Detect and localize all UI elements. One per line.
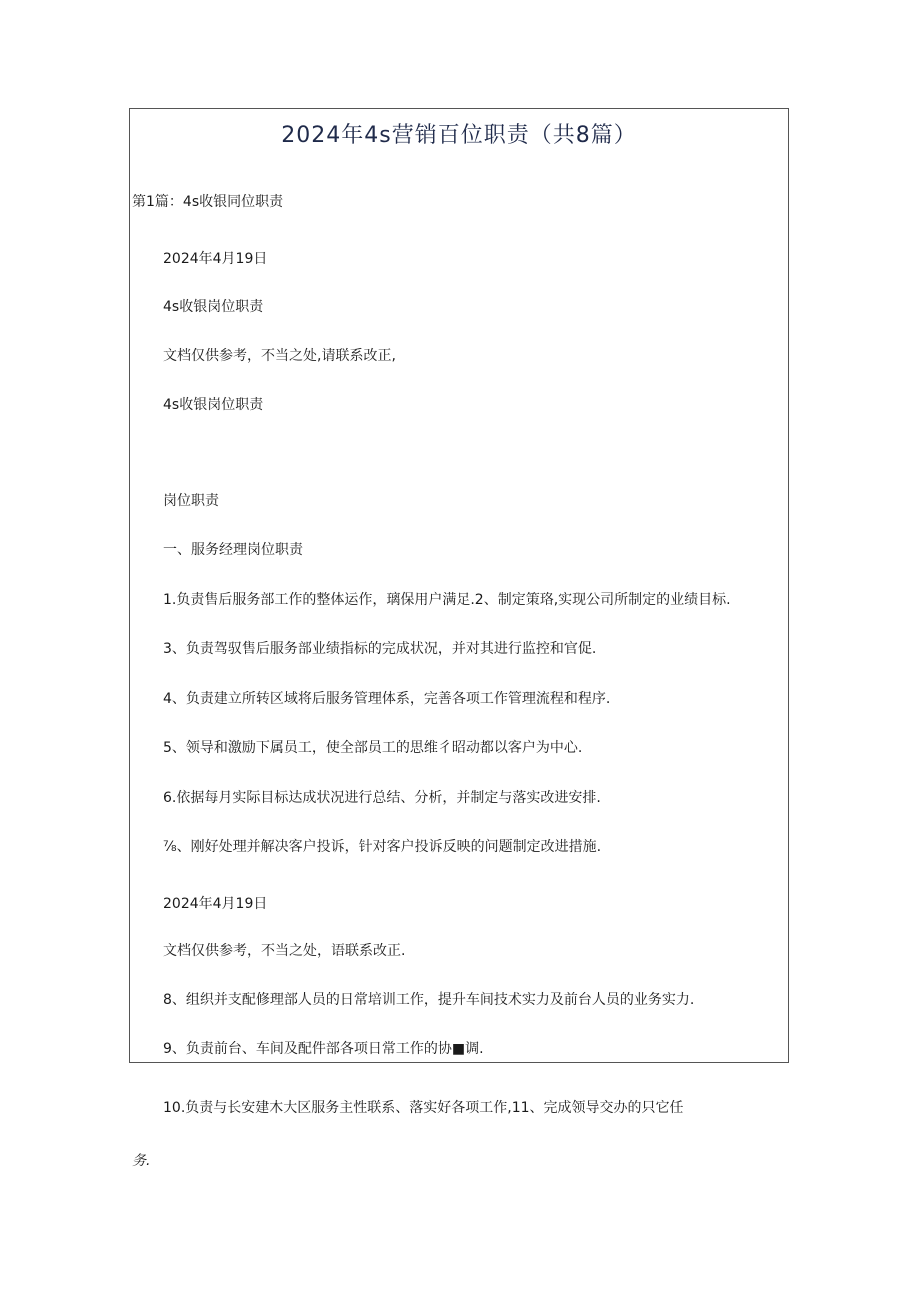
paragraph-item-9: 9、负责前台、车间及配件部各项日常工作的协■调. bbox=[163, 1041, 484, 1057]
paragraph-heading-duties: 岗位职责 bbox=[163, 493, 219, 509]
paragraph-item-7: ⅞、刚好处理并解决客户投诉，针对客户投诉反映的问题制定改进措施. bbox=[163, 839, 602, 855]
paragraph-item-3: 3、负责驾驭售后服务部业绩指标的完成状况，并对其进行监控和官促. bbox=[163, 641, 597, 657]
paragraph-item-8: 8、组织并支配修理部人员的日常培训工作，提升车间技术实力及前台人员的业务实力. bbox=[163, 992, 695, 1008]
paragraph-note-1: 文档仅供参考，不当之处,请联系改正, bbox=[163, 348, 396, 364]
paragraph-note-2: 文档仅供参考，不当之处，语联系改正. bbox=[163, 943, 406, 959]
paragraph-heading-manager: 一、服务经理岗位职责 bbox=[163, 542, 303, 558]
paragraph-item-1: 1.负责售后服务部工作的整体运作，璃保用户满足.2、制定策珞,实现公司所制定的业绩目标. bbox=[163, 592, 731, 608]
paragraph-subtitle-1: 4s收银岗位职责 bbox=[163, 299, 264, 315]
paragraph-item-5: 5、领导和激励下属员工，使全部员工的思维彳昭动都以客户为中心. bbox=[163, 740, 583, 756]
paragraph-date-1: 2024年4月19日 bbox=[163, 251, 268, 267]
paragraph-item-10: 10.负责与长安建木大区服务主性联系、落实好各项工作,11、完成领导交办的只它任 bbox=[163, 1100, 684, 1116]
paragraph-item-4: 4、负责建立所转区域将后服务管理体系，完善各项工作管理流程和程序. bbox=[163, 691, 611, 707]
section-heading: 第1篇：4s收银同位职责 bbox=[132, 194, 284, 210]
paragraph-subtitle-2: 4s收银岗位职责 bbox=[163, 397, 264, 413]
document-title: 2024年4s营销百位职责（共8篇） bbox=[281, 123, 637, 148]
paragraph-date-2: 2024年4月19日 bbox=[163, 896, 268, 912]
paragraph-continuation: 务. bbox=[132, 1153, 151, 1169]
paragraph-item-6: 6.依据每月实际目标达成状况进行总结、分析，并制定与落实改进安排. bbox=[163, 790, 601, 806]
